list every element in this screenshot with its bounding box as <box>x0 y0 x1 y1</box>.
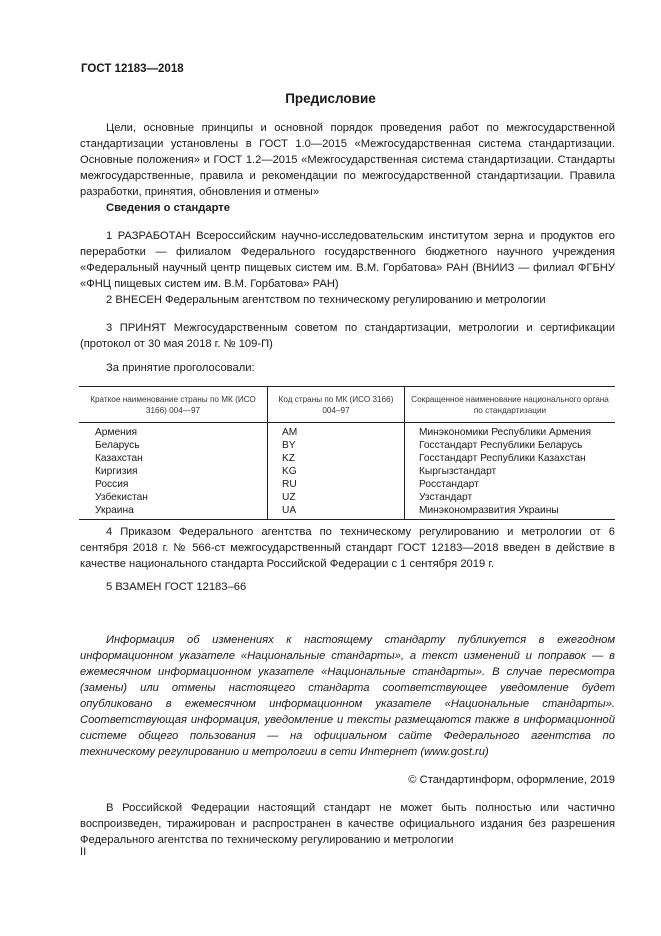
item-developed: 1 РАЗРАБОТАН Всероссийским научно-исследовательским институтом зерна и продуктов его переработки — филиалом Федерального государственного бюджетного научного учреждения «Федеральный научный центр пищевых систем им. В.М. Горбатова» РАН (ВНИИЗ — филиал ФГБНУ «ФНЦ пищевых систем им. В.М. Горбатова» РАН) <box>80 230 615 290</box>
standards-body: Минэкономики Республики Армения <box>405 423 616 440</box>
item-accepted: 3 ПРИНЯТ Межгосударственным советом по стандартизации, метрологии и сертификации (протокол от 30 мая 2018 г. № 109-П) <box>80 322 615 350</box>
table-row <box>79 491 615 504</box>
country-code: RU <box>268 478 405 491</box>
changes-notice: Информация об изменениях к настоящему стандарту публикуется в ежегодном информационном указателе «Национальные стандарты», а текст изменений и поправок — в ежемесячном информационном указателе «Национальные стандарты». В случае пересмотра (замены) или отмены настоящего стандарта соответствующее уведомление будет опубликовано в ежемесячном информационном указателе «Национальные стандарты». Соответствующая информация, уведомление и тексты размещаются также в информационной системе общего пользования — на официальном сайте Федерального агентства по техническому регулированию и метрологии в сети Интернет (www.gost.ru) <box>80 634 615 758</box>
intro-paragraph: Цели, основные принципы и основной порядок проведения работ по межгосударственной стандартизации установлены в ГОСТ 1.0—2015 «Межгосударственная система стандартизации. Основные положения» и ГОСТ 1.2—2015 «Межгосударственная система стандартизации. Стандарты межгосударственные, правила и рекомендации по межгосударственной стандартизации. Правила разработки, принятия, обновления и отмены» <box>80 122 615 198</box>
col-header-body: Сокращенное наименование национального органа по стандартизации <box>405 387 616 423</box>
standards-body: Узстандарт <box>405 491 616 504</box>
country-code: UZ <box>268 491 405 504</box>
voting-countries-table <box>79 386 615 520</box>
country-code: BY <box>268 439 405 452</box>
reproduction-restriction: В Российской Федерации настоящий стандарт не может быть полностью или частично воспроизведен, тиражирован и распространен в качестве официального издания без разрешения Федерального агентства по техническому регулированию и метрологии <box>80 802 615 846</box>
table-row <box>79 504 615 520</box>
page-title: Предисловие <box>285 91 376 106</box>
standards-body: Минэкономразвития Украины <box>405 504 616 520</box>
voted-label: За принятие проголосовали: <box>106 362 255 374</box>
table-row <box>79 439 615 452</box>
country-code: AM <box>268 423 405 440</box>
info-heading: Сведения о стандарте <box>106 202 230 214</box>
country-code: KZ <box>268 452 405 465</box>
table-row <box>79 423 615 440</box>
item-replaces: 5 ВЗАМЕН ГОСТ 12183–66 <box>106 581 247 593</box>
country-code: UA <box>268 504 405 520</box>
standard-number-header: ГОСТ 12183—2018 <box>81 63 184 75</box>
copyright-line: © Стандартинформ, оформление, 2019 <box>408 774 615 786</box>
country-name: Казахстан <box>95 453 143 464</box>
item-introduced: 2 ВНЕСЕН Федеральным агентством по техническому регулированию и метрологии <box>106 294 546 306</box>
country-name: Беларусь <box>95 440 140 451</box>
table-row <box>79 452 615 465</box>
country-name: Россия <box>95 479 129 490</box>
standards-body: Госстандарт Республики Беларусь <box>405 439 616 452</box>
standards-body: Госстандарт Республики Казахстан <box>405 452 616 465</box>
item-enacted: 4 Приказом Федерального агентства по техническому регулированию и метрологии от 6 сентября 2018 г. № 566-ст межгосударственный стандарт ГОСТ 12183—2018 введен в действие в качестве национального стандарта Российской Федерации с 1 сентября 2019 г. <box>80 526 615 570</box>
col-header-code: Код страны по МК (ИСО 3166) 004–97 <box>268 387 405 423</box>
table-row <box>79 465 615 478</box>
table-header-row <box>79 387 615 423</box>
col-header-country: Краткое наименование страны по МК (ИСО 3166) 004—97 <box>79 387 268 423</box>
table-row <box>79 478 615 491</box>
page-number: II <box>80 846 87 858</box>
standards-body: Кыргызстандарт <box>405 465 616 478</box>
country-name: Армения <box>95 427 137 438</box>
country-name: Узбекистан <box>95 492 148 503</box>
country-name: Киргизия <box>95 466 138 477</box>
country-code: KG <box>268 465 405 478</box>
country-name: Украина <box>79 504 268 520</box>
standards-body: Росстандарт <box>405 478 616 491</box>
